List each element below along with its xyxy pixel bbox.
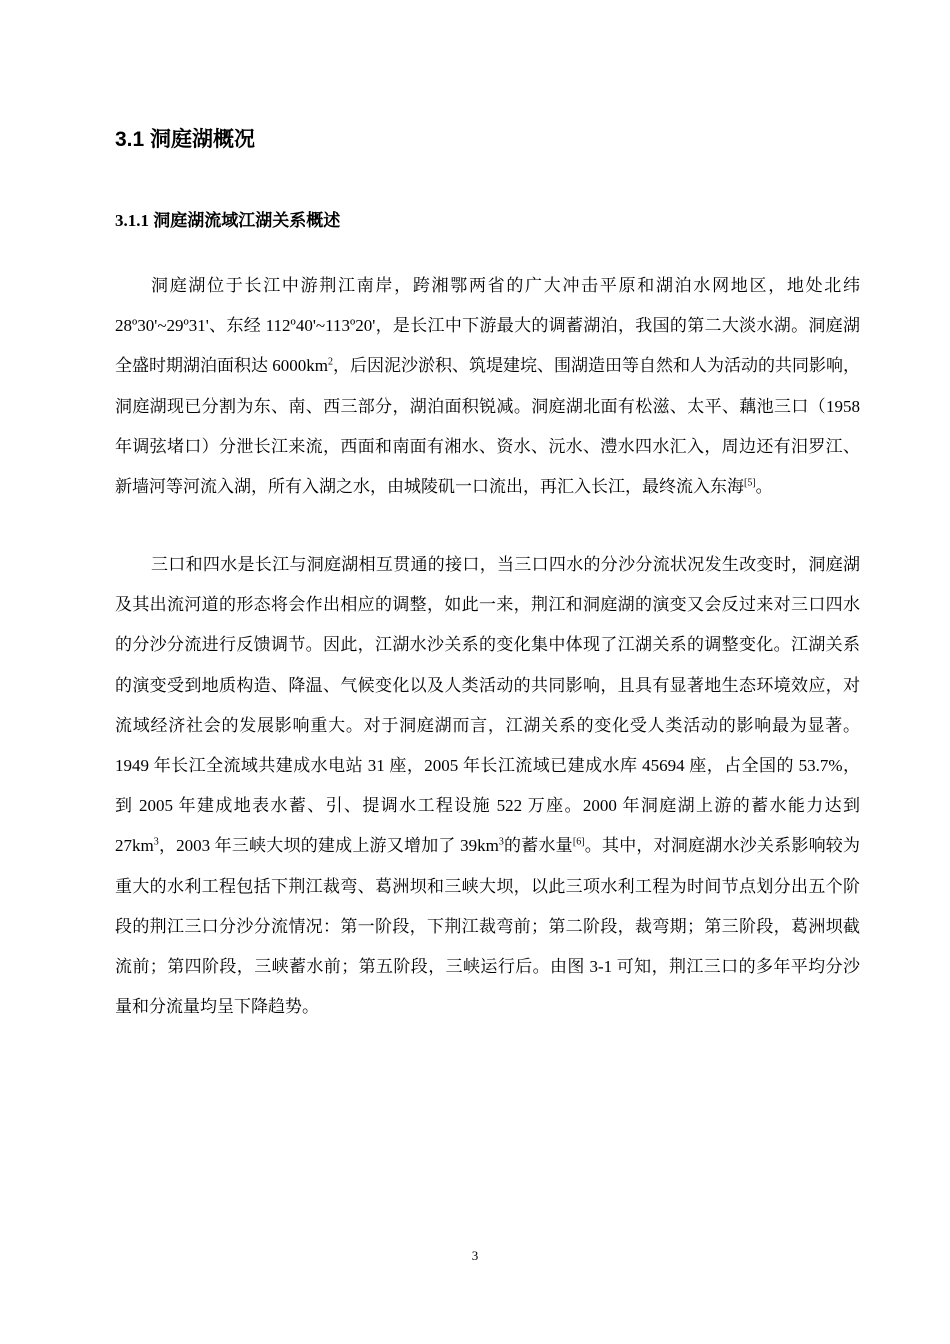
superscript: [5] (744, 477, 756, 489)
paragraph-text-segment: 的蓄水量 (503, 836, 573, 856)
paragraph-text-segment: ，后因泥沙淤积、筑堤建垸、围湖造田等自然和人为活动的共同影响，洞庭湖现已分割为东、南、西三部分，湖泊面积锐减。洞庭湖北面有松滋、太平、藕池三口（1958 年调弦堵口）分泄长江来流，西面和南面有湘水、资水、沅水、澧水四水汇入，周边还有汨罗江、新墙河等河流入湖，所有入湖之水，由城陵矶一口流出，再汇入长江，最终流入东海 (115, 356, 860, 497)
superscript: 2 (327, 356, 333, 368)
paragraph-text-segment: 三口和四水是长江与洞庭湖相互贯通的接口，当三口四水的分沙分流状况发生改变时，洞庭湖及其出流河道的形态将会作出相应的调整，如此一来，荆江和洞庭湖的演变又会反过来对三口四水的分沙分流进行反馈调节。因此，江湖水沙关系的变化集中体现了江湖关系的调整变化。江湖关系的演变受到地质构造、降温、气候变化以及人类活动的共同影响，且具有显著地生态环境效应，对流域经济社会的发展影响重大。对于洞庭湖而言，江湖关系的变化受人类活动的影响最为显著。1949 年长江全流域共建成水电站 31 座，2005 年长江流域已建成水库 45694 座，占全国的 53.7%，到 2005 年建成地表水蓄、引、提调水工程设施 522 万座。2000 年洞庭湖上游的蓄水能力达到 27km (115, 555, 860, 856)
paragraph-text-segment: ，2003 年三峡大坝的建成上游又增加了 39km (158, 836, 499, 856)
superscript: [6] (572, 836, 585, 848)
body-paragraph-2 (115, 545, 860, 1027)
subsection-title: 3.1.1 洞庭湖流域江湖关系概述 (115, 211, 341, 230)
section-title: 3.1 洞庭湖概况 (115, 128, 256, 151)
paragraph-text-segment: 。其中，对洞庭湖水沙关系影响较为重大的水利工程包括下荆江裁弯、葛洲坝和三峡大坝，以此三项水利工程为时间节点划分出五个阶段的荆江三口分沙分流情况：第一阶段，下荆江裁弯前；第二阶段，裁弯期；第三阶段，葛洲坝截流前；第四阶段，三峡蓄水前；第五阶段，三峡运行后。由图 3-1 可知，荆江三口的多年平均分沙量和分流量均呈下降趋势。 (115, 836, 861, 1017)
page-number: 3 (471, 1248, 479, 1263)
superscript: 3 (153, 836, 159, 848)
superscript: 3 (498, 836, 504, 848)
paragraph-text-segment: 洞庭湖位于长江中游荆江南岸，跨湘鄂两省的广大冲击平原和湖泊水网地区，地处北纬 28º30'~29º31'、东经 112º40'~113º20'，是长江中下游最大的调蓄湖泊，我国的第二大淡水湖。洞庭湖全盛时期湖泊面积达 6000km (115, 276, 860, 376)
body-paragraph-1 (115, 266, 860, 507)
paragraph-text-segment: 。 (755, 477, 773, 497)
